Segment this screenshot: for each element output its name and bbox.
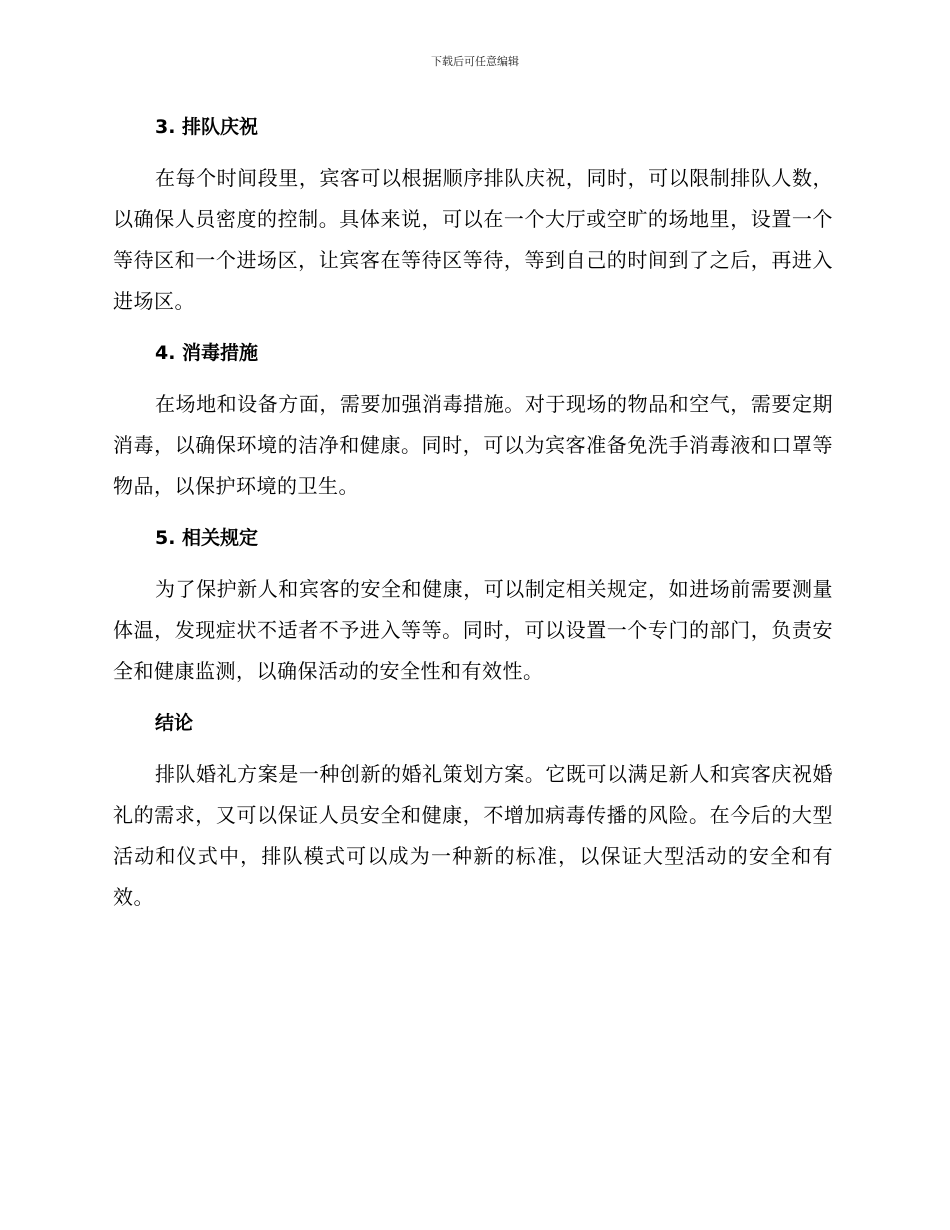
section-heading: 3. 排队庆祝 bbox=[155, 116, 259, 138]
section-heading: 5. 相关规定 bbox=[155, 527, 259, 549]
section-conclusion bbox=[113, 708, 833, 918]
document-body bbox=[113, 112, 833, 918]
section-paragraph: 排队婚礼方案是一种创新的婚礼策划方案。它既可以满足新人和宾客庆祝婚礼的需求，又可以保证人员安全和健康，不增加病毒传播的风险。在今后的大型活动和仪式中，排队模式可以成为一种新的标准，以保证大型活动的安全和有效。 bbox=[113, 762, 833, 909]
section-queue-celebration bbox=[113, 112, 833, 338]
section-paragraph: 在场地和设备方面，需要加强消毒措施。对于现场的物品和空气，需要定期消毒，以确保环境的洁净和健康。同时，可以为宾客准备免洗手消毒液和口罩等物品，以保护环境的卫生。 bbox=[113, 392, 833, 498]
section-disinfection bbox=[113, 338, 833, 523]
section-paragraph: 在每个时间段里，宾客可以根据顺序排队庆祝，同时，可以限制排队人数，以确保人员密度的控制。具体来说，可以在一个大厅或空旷的场地里，设置一个等待区和一个进场区，让宾客在等待区等待，等到自己的时间到了之后，再进入进场区。 bbox=[113, 166, 833, 313]
section-heading: 4. 消毒措施 bbox=[155, 342, 259, 364]
section-regulations bbox=[113, 523, 833, 708]
section-paragraph: 为了保护新人和宾客的安全和健康，可以制定相关规定，如进场前需要测量体温，发现症状不适者不予进入等等。同时，可以设置一个专门的部门，负责安全和健康监测，以确保活动的安全性和有效性。 bbox=[113, 577, 833, 683]
section-heading: 结论 bbox=[155, 712, 194, 734]
page-header: 下载后可任意编辑 bbox=[431, 55, 519, 68]
